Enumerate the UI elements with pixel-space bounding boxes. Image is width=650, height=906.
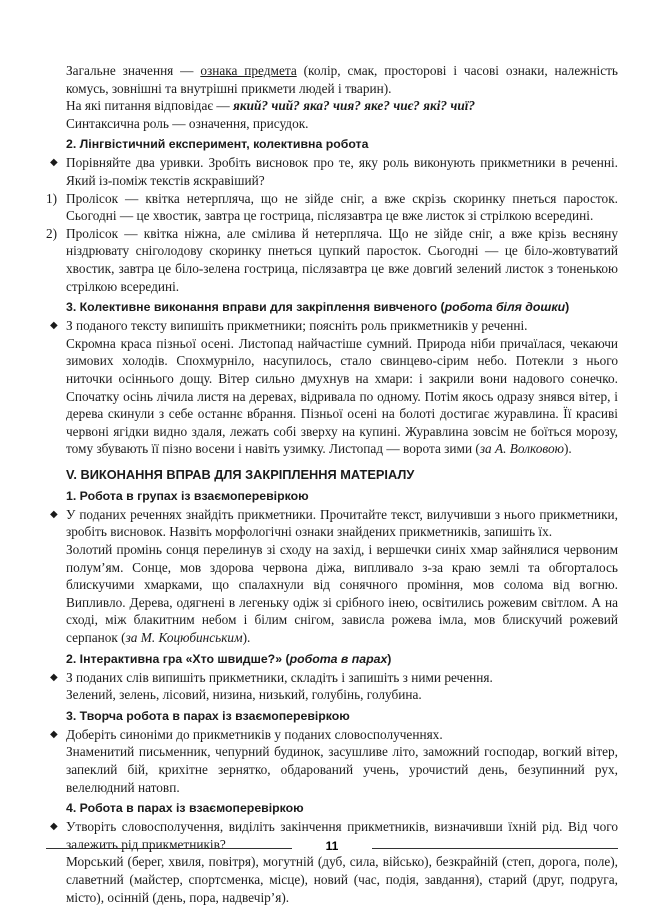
g1-text bbox=[46, 541, 618, 647]
meaning-rest: (колір, смак, просторові і часові ознаки, належність комусь, зовнішні та внутрішні прикмети людей і тварин). bbox=[66, 63, 618, 96]
g3-task-text: Доберіть синоніми до прикметників у поданих словосполученнях. bbox=[66, 726, 443, 742]
diamond-bullet-icon: ◆ bbox=[50, 320, 58, 332]
g2-task-text: З поданих слів випишіть прикметники, складіть і запишіть з ними речення. bbox=[66, 669, 493, 685]
diamond-bullet-icon: ◆ bbox=[50, 508, 58, 520]
g3-text: Знаменитий письменник, чепурний будинок, засушливе літо, заможний господар, вогкий вітер, запеклий бій, крихітне зернятко, обдарований учень, урочистий день, безупинний рух, велелюдний натовп. bbox=[66, 744, 618, 795]
g1-task-text: У поданих реченнях знайдіть прикметники. Прочитайте текст, вилучивши з нього прикметники, зробіть висновок. Назвіть морфологічні ознаки знайдених прикметників, запишіть їх. bbox=[66, 506, 618, 540]
meaning-underlined: ознака предмета bbox=[200, 63, 297, 78]
g3-task bbox=[46, 726, 618, 744]
g1-heading: 1. Робота в групах із взаємоперевіркою bbox=[66, 488, 309, 503]
heading-italic: робота в парах bbox=[289, 651, 388, 666]
syntax-role: Синтаксична роль — означення, присудок. bbox=[66, 115, 309, 131]
ex2-item-2 bbox=[46, 225, 618, 295]
diamond-bullet-icon: ◆ bbox=[50, 728, 58, 740]
heading-italic: робота біля дошки bbox=[444, 300, 566, 315]
passage-text: Золотий промінь сонця перелинув зі сходу на захід, і вершечки синіх хмар зайнялися червоним полум’ям. Сонце, мов здорова червона діжа, випливало з-за краю землі та обгорталось блискучими хмарками, що спалахнули від сонячного проміння, мов солома від вогню. Випливло. Дерева, одягнені в легеньку одіж зі срібного інею, освітились рожевим світлом. А на сході, між блакитним небом і білим снігом, зависла рожева імла, мов блискучий рожевий серпанок ( bbox=[66, 542, 618, 646]
diamond-bullet-icon: ◆ bbox=[50, 821, 58, 833]
page-number: 11 bbox=[325, 839, 339, 853]
ex3-task bbox=[46, 317, 618, 335]
item-number: 1) bbox=[46, 190, 58, 206]
g1-task bbox=[46, 506, 618, 541]
ex3-heading bbox=[46, 299, 618, 316]
passage-author: за М. Коцюбинським bbox=[125, 630, 243, 646]
questions-list: який? чий? яка? чия? яке? чиє? які? чиї? bbox=[233, 98, 476, 114]
questions-line bbox=[46, 97, 618, 115]
ex3-task-text: З поданого тексту випишіть прикметники; поясніть роль прикметників у реченні. bbox=[66, 318, 528, 334]
ex2-task bbox=[46, 154, 618, 189]
item-number: 2) bbox=[46, 225, 58, 241]
heading-close: ) bbox=[387, 651, 392, 666]
ex3-text bbox=[46, 335, 618, 458]
heading-text: 3. Колективне виконання вправи для закріплення вивченого ( bbox=[66, 300, 445, 315]
item-text: Пролісок — квітка ніжна, але смілива й нетерпляча. Що не зійде сніг, а вже крізь весняну ніздрювату сніголодову скоринку пнеться цупкий паросток. Сьогодні — це біло-жовтуватий хвостик, завтра це біло-зелена гострица, післязавтра це вже довгий зелений листок з тоненькою стрілкою всередині. bbox=[66, 225, 618, 294]
heading-text: 2. Інтерактивна гра «Хто швидше?» ( bbox=[66, 651, 290, 666]
passage-author: за А. Волковою bbox=[479, 441, 564, 457]
passage-text: Скромна краса пізньої осені. Листопад найчастіше сумний. Природа ніби причаїлася, чекаючи зимових холодів. Спохмурніло, насупилось, стало свинцево-сірим небо. Потекли з нього ниточки осіннього дощу. Вітер сильно дмухнув на хмари: і закрили вони надового сонечко. Спочатку осінь лічила листя на деревах, відривала по одному. Потім якось одразу знявся вітер, і дерева скинули з себе останнє вбрання. Пізньої осені на болоті достигає журавлина. Її красиві червоні ягідки видно здаля, лежать собі зверху на купині. Журавлина зовсім не боїться морозу, тому збувають її пізно восени і навіть узимку. Листопад — ворота зими ( bbox=[66, 335, 618, 457]
g2-task bbox=[46, 669, 618, 687]
general-meaning bbox=[46, 62, 618, 97]
item-text: Пролісок — квітка нетерпляча, що не зійде сніг, а вже скрізь скоринку пнеться паросток. Сьогодні — це хвостик, завтра це гострица, післязавтра це вже листок зі стрілкою всередині. bbox=[66, 190, 618, 224]
diamond-bullet-icon: ◆ bbox=[50, 671, 58, 683]
meaning-prefix: Загальне значення — bbox=[66, 63, 201, 78]
page-footer bbox=[46, 839, 618, 859]
g3-heading: 3. Творча робота в парах із взаємоперевіркою bbox=[66, 708, 350, 723]
g2-words: Зелений, зелень, лісовий, низина, низький, голубінь, голубина. bbox=[66, 687, 422, 703]
g4-text: Морський (берег, хвиля, повітря), могутній (дуб, сила, військо), безкрайній (степ, дорога, поле), славетний (майстер, спортсменка, місце), новий (час, подія, завдання), старий (друг, подруга, місто), осінній (день, пора, надвечір’я). bbox=[66, 854, 618, 905]
g2-heading bbox=[46, 651, 618, 668]
diamond-bullet-icon: ◆ bbox=[50, 157, 58, 169]
ex2-item-1 bbox=[46, 190, 618, 225]
g4-task-text: Утворіть словосполучення, виділіть закінчення прикметників, визначивши їхній рід. Від чого залежить рід прикметників? bbox=[66, 819, 618, 852]
passage-close: ). bbox=[242, 630, 251, 646]
g4-heading: 4. Робота в парах із взаємоперевіркою bbox=[66, 801, 304, 816]
questions-prefix: На які питання відповідає — bbox=[66, 98, 233, 114]
ex2-heading: 2. Лінгвістичний експеримент, колективна робота bbox=[66, 137, 369, 152]
footer-rule-right bbox=[372, 848, 618, 849]
ex2-task-text: Порівняйте два уривки. Зробіть висновок про те, яку роль виконують прикметники в реченні. Який із-поміж текстів яскравіший? bbox=[66, 155, 618, 188]
page-content bbox=[46, 62, 618, 906]
section-title: V. ВИКОНАННЯ ВПРАВ ДЛЯ ЗАКРІПЛЕННЯ МАТЕРІАЛУ bbox=[66, 466, 415, 482]
heading-close: ) bbox=[565, 300, 570, 315]
passage-close: ). bbox=[563, 441, 572, 457]
